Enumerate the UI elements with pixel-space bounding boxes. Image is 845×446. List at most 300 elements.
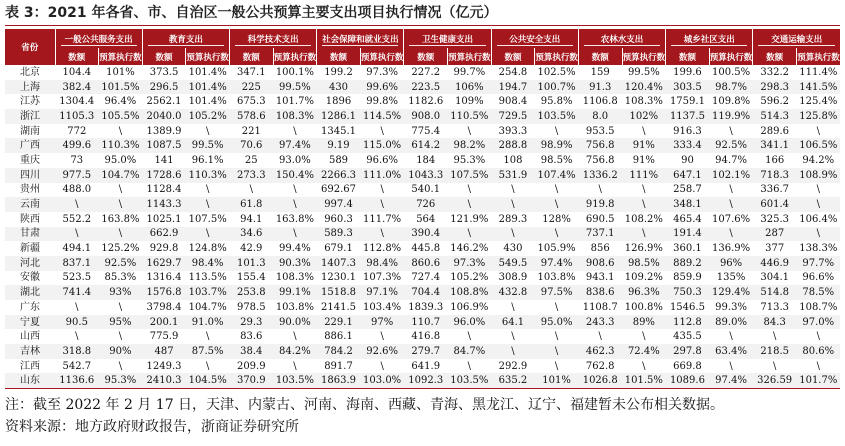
amount-cell: 209.9 — [236, 360, 266, 372]
execution-rate-cell: 111% — [622, 168, 666, 183]
execution-rate-cell: \ — [796, 197, 840, 212]
execution-rate-cell: 115.0% — [360, 138, 404, 153]
table-row — [5, 285, 840, 300]
execution-rate-cell: 101% — [535, 373, 579, 388]
table-row — [5, 153, 840, 168]
table-row — [5, 183, 840, 198]
execution-rate-cell: 96.1% — [191, 154, 224, 166]
execution-rate-cell: 95.0% — [535, 315, 579, 330]
amount-cell: 514.3 — [753, 109, 797, 124]
amount-cell: 218.5 — [753, 344, 797, 359]
execution-rate-cell: \ — [205, 125, 210, 137]
amount-cell: \ — [511, 184, 515, 196]
execution-rate-cell: \ — [273, 197, 317, 212]
execution-rate-cell: 99.3% — [715, 301, 747, 313]
execution-rate-cell: \ — [273, 227, 317, 242]
amount-cell: \ — [772, 360, 777, 372]
amount-cell: 462.3 — [578, 344, 622, 359]
amount-cell: \ — [511, 331, 515, 343]
execution-rate-cell: 92.6% — [360, 344, 404, 359]
amount-cell: 70.6 — [229, 138, 273, 153]
amount-column-header: 数额 — [404, 48, 448, 65]
province-cell: 江苏 — [20, 96, 40, 108]
amount-cell: \ — [491, 344, 535, 359]
execution-rate-cell: \ — [729, 184, 733, 196]
execution-rate-cell: \ — [816, 360, 820, 372]
amount-cell: 1249.3 — [146, 360, 182, 372]
execution-rate-cell: \ — [467, 184, 472, 196]
execution-rate-cell: 125.8% — [796, 109, 840, 124]
execution-rate-cell: 101.7% — [796, 373, 840, 388]
column-group-header: 交通运输支出 — [753, 29, 840, 48]
execution-rate-cell: 125.4% — [799, 96, 838, 108]
execution-rate-cell: 105.5% — [99, 109, 143, 124]
amount-cell: 2410.3 — [142, 373, 186, 388]
execution-rate-cell: 121.9% — [450, 213, 489, 225]
data-source-line: 资料来源：地方政府财政报告，浙商证券研究所 — [5, 419, 299, 435]
execution-rate-column-header: 预算执行数 — [186, 48, 230, 65]
execution-rate-cell: 91% — [622, 138, 666, 153]
execution-rate-cell: 109.2% — [624, 272, 663, 284]
execution-rate-cell: 97.5% — [535, 285, 579, 300]
execution-rate-cell: 107.6% — [711, 213, 751, 225]
province-cell: 湖南 — [20, 125, 40, 137]
amount-cell: 1106.8 — [582, 96, 618, 108]
table-row — [5, 373, 840, 388]
execution-rate-cell: 108.8% — [448, 285, 492, 300]
amount-cell: 487 — [142, 344, 186, 359]
amount-cell: 360.1 — [673, 243, 702, 255]
execution-rate-cell: 124.8% — [188, 243, 227, 255]
execution-rate-cell: 107.4% — [535, 168, 579, 183]
execution-rate-cell: 94.2% — [802, 154, 835, 166]
amount-cell: 73 — [70, 154, 84, 166]
execution-rate-cell: \ — [642, 331, 646, 343]
table-caption: 表 3：2021 年各省、市、自治区一般公共预算主要支出项目执行情况（亿元） — [5, 3, 840, 26]
execution-rate-cell: \ — [816, 184, 820, 196]
amount-cell: 690.5 — [585, 213, 615, 225]
execution-rate-cell: \ — [467, 331, 472, 343]
execution-rate-cell: \ — [380, 360, 384, 372]
execution-rate-cell: 163.8% — [101, 213, 140, 225]
amount-cell: \ — [55, 197, 99, 212]
amount-cell: 2141.5 — [321, 301, 356, 313]
amount-cell: 997.4 — [317, 197, 361, 212]
execution-rate-cell: 101.5% — [99, 80, 143, 95]
execution-rate-cell: \ — [709, 197, 753, 212]
amount-cell: 713.3 — [760, 301, 789, 313]
province-cell: 陕西 — [20, 213, 40, 225]
amount-cell: 221 — [241, 125, 261, 137]
amount-cell: 273.3 — [229, 168, 273, 183]
execution-rate-column-header: 预算执行数 — [622, 48, 666, 65]
amount-cell: 1025.1 — [146, 213, 182, 225]
amount-cell: 446.9 — [753, 256, 797, 271]
amount-cell: 1286.1 — [317, 109, 361, 124]
execution-rate-cell: \ — [729, 125, 733, 137]
execution-rate-cell: 119.9% — [709, 109, 753, 124]
amount-cell: 112.8 — [666, 315, 710, 330]
execution-rate-cell: \ — [118, 331, 123, 343]
execution-rate-cell: 89% — [622, 315, 666, 330]
amount-cell: 229.1 — [317, 315, 361, 330]
execution-rate-cell: 107.3% — [363, 272, 402, 284]
amount-cell: \ — [491, 227, 535, 242]
amount-cell: 578.6 — [229, 109, 273, 124]
execution-rate-cell: 106% — [448, 80, 492, 95]
amount-cell: 1839.3 — [408, 301, 444, 313]
amount-cell: 775.9 — [149, 331, 179, 343]
amount-cell: 784.2 — [317, 344, 361, 359]
amount-cell: 729.5 — [491, 109, 535, 124]
amount-cell: 200.1 — [142, 315, 186, 330]
amount-cell: 430 — [503, 243, 523, 255]
execution-rate-cell: 103.5% — [273, 373, 317, 388]
execution-rate-cell: 99.5% — [627, 66, 660, 78]
amount-cell: 2562.1 — [146, 96, 182, 108]
execution-rate-cell: 98.9% — [535, 138, 579, 153]
amount-cell: 675.3 — [236, 96, 266, 108]
amount-cell: 978.5 — [236, 301, 266, 313]
province-cell: 重庆 — [20, 154, 40, 166]
amount-cell: 704.4 — [404, 285, 448, 300]
execution-rate-cell: 99.1% — [273, 285, 317, 300]
execution-rate-cell: 141.5% — [796, 80, 840, 95]
amount-cell: 243.3 — [578, 315, 622, 330]
amount-cell: 856 — [590, 243, 610, 255]
amount-cell: 960.3 — [324, 213, 353, 225]
execution-rate-cell: 101.4% — [188, 66, 227, 78]
execution-rate-cell: 98.4% — [186, 256, 230, 271]
execution-rate-cell: 107.5% — [188, 213, 227, 225]
amount-cell: 184 — [416, 154, 436, 166]
amount-cell: 762.8 — [585, 360, 615, 372]
execution-rate-cell: 105.2% — [450, 272, 489, 284]
execution-rate-cell: 125.2% — [101, 243, 140, 255]
amount-cell: 499.6 — [55, 138, 99, 153]
amount-cell: 1089.6 — [666, 373, 710, 388]
execution-rate-cell: \ — [360, 227, 404, 242]
execution-rate-cell: \ — [118, 125, 123, 137]
execution-rate-cell: 98.4% — [360, 256, 404, 271]
province-cell: 江西 — [20, 360, 40, 372]
amount-cell: 393.3 — [498, 125, 528, 137]
amount-cell: 953.5 — [585, 125, 615, 137]
amount-cell: \ — [75, 331, 79, 343]
table-row — [5, 197, 840, 212]
amount-cell: 110.7 — [404, 315, 448, 330]
table-header — [5, 29, 840, 65]
execution-rate-cell: \ — [205, 360, 210, 372]
execution-rate-cell: 99.5% — [186, 138, 230, 153]
table-row — [5, 241, 840, 256]
amount-cell: 718.3 — [753, 168, 797, 183]
amount-cell: 296.5 — [142, 80, 186, 95]
province-cell: 安徽 — [20, 272, 40, 284]
amount-cell: 1728.6 — [142, 168, 186, 183]
table-row — [5, 138, 840, 153]
amount-cell: 194.7 — [491, 80, 535, 95]
amount-cell: \ — [75, 301, 79, 313]
amount-cell: 1304.4 — [59, 96, 95, 108]
execution-rate-cell: \ — [380, 184, 384, 196]
amount-cell: 9.19 — [317, 138, 361, 153]
execution-rate-cell: 80.6% — [796, 344, 840, 359]
province-cell: 浙江 — [5, 109, 55, 124]
amount-cell: 465.4 — [673, 213, 702, 225]
amount-cell: 2040.0 — [142, 109, 186, 124]
province-cell: 贵州 — [20, 184, 40, 196]
amount-cell: 336.7 — [760, 184, 789, 196]
amount-cell: 377 — [765, 243, 785, 255]
execution-rate-cell: 104.5% — [186, 373, 230, 388]
execution-rate-cell: 97% — [360, 315, 404, 330]
column-group-header: 公共安全支出 — [491, 29, 578, 48]
amount-column-header: 数额 — [229, 48, 273, 65]
amount-cell: \ — [491, 197, 535, 212]
amount-cell: \ — [598, 331, 602, 343]
execution-rate-cell: 150.4% — [273, 168, 317, 183]
amount-cell: 199.2 — [324, 66, 353, 78]
execution-rate-cell: 95.0% — [104, 154, 137, 166]
column-group-header: 城乡社区支出 — [666, 29, 753, 48]
table-row — [5, 256, 840, 271]
execution-rate-cell: \ — [554, 360, 559, 372]
execution-rate-cell: 110.3% — [186, 168, 230, 183]
execution-rate-cell: 103.0% — [360, 373, 404, 388]
execution-rate-cell: 63.4% — [709, 344, 753, 359]
amount-cell: \ — [772, 331, 777, 343]
amount-cell: 333.4 — [666, 138, 710, 153]
execution-rate-cell: 84.2% — [273, 344, 317, 359]
amount-cell: 445.8 — [411, 243, 441, 255]
amount-cell: 589 — [328, 154, 349, 166]
execution-rate-cell: 90.0% — [273, 315, 317, 330]
execution-rate-cell: 92.5% — [709, 138, 753, 153]
execution-rate-cell: 93% — [99, 285, 143, 300]
amount-cell: 254.8 — [498, 66, 528, 78]
amount-cell: 1863.9 — [317, 373, 361, 388]
execution-rate-cell: 97.4% — [709, 373, 753, 388]
amount-cell: 775.4 — [411, 125, 441, 137]
execution-rate-cell: 101.7% — [275, 96, 314, 108]
execution-rate-cell: \ — [380, 125, 384, 137]
execution-rate-cell: 109% — [455, 96, 484, 108]
amount-column-header: 数额 — [666, 48, 710, 65]
execution-rate-cell: 110.5% — [448, 109, 492, 124]
execution-rate-cell: \ — [360, 197, 404, 212]
table-row — [5, 124, 840, 139]
amount-cell: 303.5 — [666, 80, 710, 95]
amount-cell: 64.1 — [491, 315, 535, 330]
execution-rate-cell: 113.5% — [188, 272, 227, 284]
execution-rate-cell: 95% — [99, 315, 143, 330]
amount-cell: 304.1 — [760, 272, 789, 284]
province-cell: 上海 — [5, 80, 55, 95]
amount-cell: 1092.3 — [404, 373, 448, 388]
amount-cell: 679.1 — [324, 243, 353, 255]
execution-rate-cell: 97.3% — [448, 256, 492, 271]
sub-header-row — [5, 48, 840, 65]
table-row — [5, 80, 840, 95]
execution-rate-cell: 106.5% — [796, 138, 840, 153]
execution-rate-cell: \ — [535, 197, 579, 212]
amount-cell: 1345.1 — [321, 125, 356, 137]
execution-rate-cell: 96.6% — [802, 272, 835, 284]
execution-rate-cell: \ — [293, 125, 297, 137]
province-cell: 广西 — [5, 138, 55, 153]
execution-rate-cell: 99.4% — [279, 243, 311, 255]
amount-cell: 1137.5 — [666, 109, 710, 124]
execution-rate-cell: 106.9% — [450, 301, 489, 313]
amount-cell: 199.6 — [673, 66, 702, 78]
amount-cell: 908.4 — [498, 96, 528, 108]
amount-cell: 837.1 — [55, 256, 99, 271]
amount-cell: 225 — [229, 80, 273, 95]
execution-rate-cell: 97.1% — [360, 285, 404, 300]
execution-rate-cell: \ — [729, 331, 733, 343]
amount-cell: 552.2 — [62, 213, 92, 225]
execution-rate-cell: 89.0% — [709, 315, 753, 330]
amount-cell: 325.3 — [760, 213, 789, 225]
column-group-header: 科学技术支出 — [229, 29, 316, 48]
execution-rate-cell: 98.5% — [540, 154, 573, 166]
amount-cell: 596.2 — [760, 96, 789, 108]
amount-cell: 859.9 — [673, 272, 702, 284]
execution-rate-cell: 108.7% — [799, 301, 838, 313]
amount-cell: 2266.3 — [317, 168, 361, 183]
execution-rate-cell: 105.9% — [537, 243, 576, 255]
amount-column-header: 数额 — [491, 48, 535, 65]
execution-rate-cell: \ — [642, 125, 646, 137]
amount-cell: 919.8 — [578, 197, 622, 212]
execution-rate-cell: 97.0% — [796, 315, 840, 330]
amount-cell: 756.8 — [585, 154, 615, 166]
execution-rate-cell: 98.7% — [709, 80, 753, 95]
execution-rate-cell: 91.0% — [186, 315, 230, 330]
execution-rate-cell: 105.2% — [186, 109, 230, 124]
execution-rate-cell: \ — [293, 184, 297, 196]
execution-rate-cell: 95.3% — [99, 373, 143, 388]
amount-cell: 159 — [590, 66, 610, 78]
column-group-header: 社会保障和就业支出 — [317, 29, 404, 48]
table-row — [5, 109, 840, 124]
province-cell: 湖北 — [5, 285, 55, 300]
amount-cell: 886.1 — [324, 331, 353, 343]
amount-cell: 1629.7 — [142, 256, 186, 271]
amount-cell: 737.1 — [578, 227, 622, 242]
execution-rate-cell: \ — [622, 227, 666, 242]
amount-cell: 1143.3 — [142, 197, 186, 212]
execution-rate-cell: 93.0% — [279, 154, 311, 166]
execution-rate-cell: 103.8% — [537, 272, 576, 284]
amount-cell: 662.9 — [142, 227, 186, 242]
execution-rate-cell: 107.5% — [448, 168, 492, 183]
execution-rate-cell: 100.5% — [711, 66, 751, 78]
amount-column-header: 数额 — [753, 48, 797, 65]
table-row — [5, 271, 840, 286]
execution-rate-cell: \ — [205, 184, 210, 196]
amount-cell: 1576.8 — [142, 285, 186, 300]
execution-rate-cell: 97.3% — [366, 66, 399, 78]
amount-cell: 540.1 — [411, 184, 441, 196]
execution-rate-cell: 146.2% — [450, 243, 489, 255]
amount-cell: 726 — [404, 197, 448, 212]
amount-cell: 889.2 — [666, 256, 710, 271]
execution-rate-cell: 97.4% — [273, 138, 317, 153]
execution-rate-cell: \ — [642, 360, 646, 372]
execution-rate-cell: 128% — [542, 213, 571, 225]
province-cell: 北京 — [20, 66, 40, 78]
amount-cell: 1026.8 — [578, 373, 622, 388]
execution-rate-cell: 104.7% — [99, 168, 143, 183]
execution-rate-cell: \ — [796, 227, 840, 242]
execution-rate-cell: 95.3% — [453, 154, 486, 166]
execution-rate-cell: 108.9% — [796, 168, 840, 183]
amount-column-header: 数额 — [578, 48, 622, 65]
execution-rate-column-header: 预算执行数 — [99, 48, 143, 65]
amount-cell: 1182.6 — [408, 96, 444, 108]
table-row — [5, 65, 840, 80]
execution-rate-cell: 129.4% — [709, 285, 753, 300]
amount-cell: 727.4 — [411, 272, 441, 284]
execution-rate-cell: \ — [118, 301, 123, 313]
amount-cell: 297.8 — [666, 344, 710, 359]
column-group-header: 教育支出 — [142, 29, 229, 48]
amount-cell: 289.6 — [760, 125, 789, 137]
amount-cell: 90 — [681, 154, 694, 166]
execution-rate-cell: \ — [99, 227, 143, 242]
province-cell: 山东 — [5, 373, 55, 388]
execution-rate-cell: 100.1% — [275, 66, 314, 78]
province-cell: 四川 — [5, 168, 55, 183]
amount-cell: 430 — [317, 80, 361, 95]
execution-rate-cell: 99.5% — [273, 80, 317, 95]
amount-cell: 91.3 — [578, 80, 622, 95]
amount-cell: 83.6 — [240, 331, 263, 343]
column-group-header: 农林水支出 — [578, 29, 665, 48]
execution-rate-cell: 95.8% — [540, 96, 573, 108]
execution-rate-cell: \ — [205, 331, 210, 343]
execution-rate-cell: 84.7% — [448, 344, 492, 359]
execution-rate-cell: 163.8% — [275, 213, 314, 225]
amount-cell: 279.7 — [404, 344, 448, 359]
execution-rate-cell: 99.6% — [360, 80, 404, 95]
amount-cell: 741.4 — [55, 285, 99, 300]
amount-cell: 772 — [67, 125, 87, 137]
amount-cell: 1316.4 — [146, 272, 182, 284]
execution-rate-cell: 96.6% — [366, 154, 399, 166]
execution-rate-cell: 126.9% — [624, 243, 663, 255]
amount-cell: 692.67 — [321, 184, 356, 196]
amount-cell: 287 — [753, 227, 797, 242]
table-row — [5, 315, 840, 330]
amount-cell: 908.0 — [404, 109, 448, 124]
execution-rate-cell: \ — [554, 125, 559, 137]
execution-rate-column-header: 预算执行数 — [709, 48, 753, 65]
amount-cell: 494.1 — [62, 243, 92, 255]
execution-rate-cell: 100.7% — [535, 80, 579, 95]
execution-rate-cell: 108.3% — [273, 109, 317, 124]
amount-cell: 1389.9 — [146, 125, 182, 137]
execution-rate-cell: 111.4% — [799, 66, 838, 78]
amount-cell: 1136.6 — [55, 373, 99, 388]
amount-cell: \ — [249, 184, 253, 196]
table-footnote: 注：截至 2022 年 2 月 17 日，天津、内蒙古、河南、海南、西藏、青海、黑龙江、辽宁、福建暂未公布相关数据。 — [5, 397, 725, 413]
amount-cell: 191.4 — [666, 227, 710, 242]
amount-cell: 1896 — [325, 96, 352, 108]
amount-cell: 1105.3 — [55, 109, 99, 124]
